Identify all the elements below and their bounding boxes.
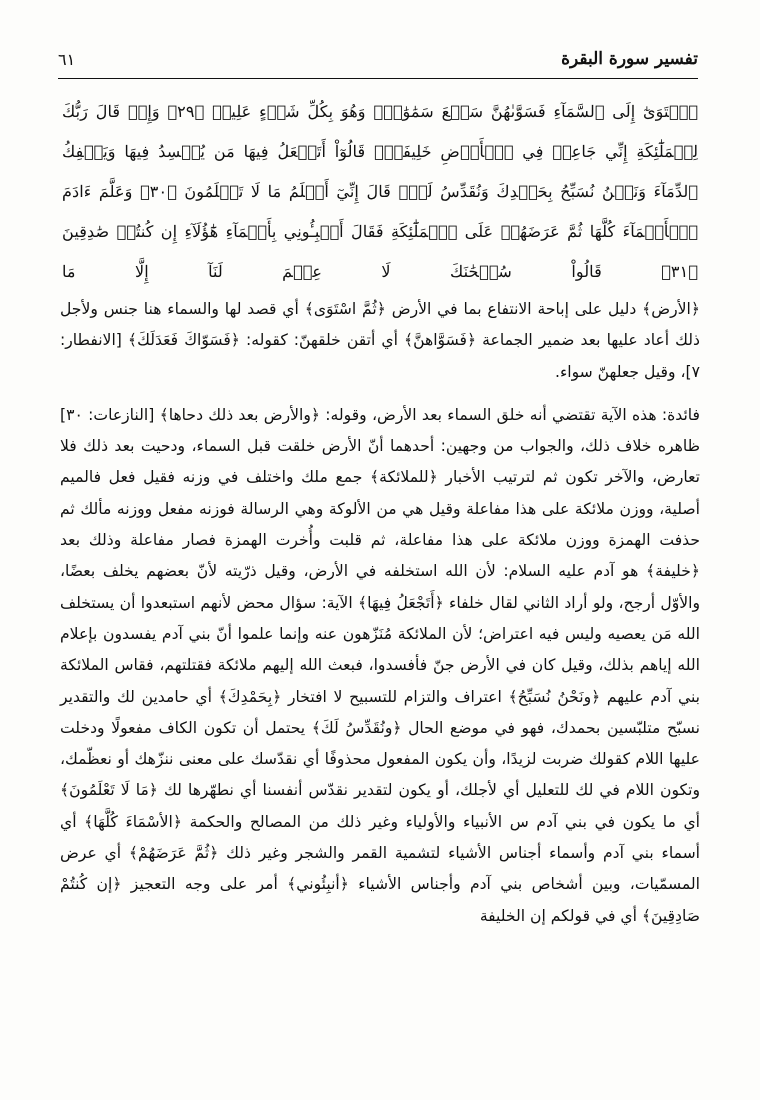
- commentary-body: [60, 294, 700, 1070]
- page-header: [58, 44, 698, 74]
- commentary-paragraph-2: فائدة: هذه الآية تقتضي أنه خلق السماء بعد الأرض، وقوله: ﴿والأرض بعد ذلك دحاها﴾ [النازعات: ٣٠] ظاهره خلاف ذلك، والجواب من وجهين: أحدهما أنّ الأرض خلقت قبل السماء، ودحيت بعد ذلك فلا تعارض، والآخر تكون ثم لترتيب الأخبار ﴿للملائكة﴾ جمع ملك واختلف في وزنه فقيل فعل فالميم أصلية، ووزن ملائكة على هذا مفاعلة وقيل هي من الألوكة وهي الرسالة فوزنه مفعل ووزنه مألك ثم حذفت الهمزة ووزن ملائكة على هذا مفاعلة، ثم قلبت وأُخرت الهمزة فصار مفاعلة وذلك بعد ﴿خليفة﴾ هو آدم عليه السلام: لأن الله استخلفه في الأرض، وقيل ذرّيته لأنّ بعضهم يخلف بعضًا، والأوّل أرجح، ولو أراد الثاني لقال خلفاء ﴿أَتَجْعَلُ فِيهَا﴾ الآية: سؤال محض لأنهم استبعدوا أن يستخلف الله مَن يعصيه وليس فيه اعتراض؛ لأن الملائكة مُنَزّهون عنه وإنما علموا أنّ بني آدم يفسدون بإعلام الله إياهم بذلك، وقيل كان في الأرض جنّ فأفسدوا، فبعث الله إليهم ملائكة فقتلتهم، فقاس الملائكة بني آدم عليهم ﴿ونَحْنُ نُسَبِّحُ﴾ اعتراف والتزام للتسبيح لا افتخار ﴿بِحَمْدِكَ﴾ أي حامدين لك والتقدير نسبّح متلبّسين بحمدك، فهو في موضع الحال ﴿ونُقَدِّسُ لَكَ﴾ يحتمل أن تكون الكاف مفعولًا ودخلت عليها اللام كقولك ضربت لزيدًا، وأن يكون المفعول محذوفًا أي نقدّسك على معنى ننزّهك أو نعظّمك، وتكون اللام في لك للتعليل أي لأجلك، أو يكون لتقدير نقدّس أنفسنا أي نطهّرها لك ﴿مَا لَا تَعْلَمُونَ﴾ أي ما يكون في بني آدم س الأنبياء والأولياء وغير ذلك من المصالح والحكمة ﴿الأسْمَاءَ كُلَّهَا﴾ أي أسماء بني آدم وأسماء أجناس الأشياء لتشمية القمر والشجر وغير ذلك ﴿ثُمَّ عَرَضَهُمْ﴾ أي عرض المسمّيات، وبين أشخاص بني آدم وأجناس الأشياء ﴿أنبِئُوني﴾ أمر على وجه التعجيز ﴿إن كُنتُمْ صَادِقِينَ﴾ أي في قولكم إن الخليفة: [60, 405, 700, 925]
- commentary-paragraph-1: ﴿الأرض﴾ دليل على إباحة الانتفاع بما في الأرض ﴿ثُمَّ اسْتَوَى﴾ أي قصد لها والسماء هنا جنس ولأجل ذلك أعاد عليها بعد ضمير الجماعة ﴿فَسَوَّاهنَّ﴾ أي أتقن خلقهنّ: كقوله: ﴿فَسَوّاكَ فَعَدَلَكَ﴾ [الانفطار: ٧]، وقيل جعلهنّ سواء.: [60, 300, 700, 381]
- page-number: ٦١: [58, 49, 76, 69]
- header-rule: [58, 78, 698, 79]
- running-title: تفسير سورة البقرة: [561, 49, 698, 69]
- quran-verse-block: ٱسۡتَوَىٰٓ إِلَى ٱلسَّمَآءِ فَسَوَّىٰهُنَّ سَبۡعَ سَمَٰوَٰتٖۚ وَهُوَ بِكُلِّ شَيۡءٍ عَلِيمٞ ﴿٢٩﴾ وَإِذۡ قَالَ رَبُّكَ لِلۡمَلَٰٓئِكَةِ إِنِّي جَاعِلٞ فِي ٱلۡأَرۡضِ خَلِيفَةٗۖ قَالُوٓاْ أَتَجۡعَلُ فِيهَا مَن يُفۡسِدُ فِيهَا وَيَسۡفِكُ ٱلدِّمَآءَ وَنَحۡنُ نُسَبِّحُ بِحَمۡدِكَ وَنُقَدِّسُ لَكَۖ قَالَ إِنِّيٓ أَعۡلَمُ مَا لَا تَعۡلَمُونَ ﴿٣٠﴾ وَعَلَّمَ ءَادَمَ ٱلۡأَسۡمَآءَ كُلَّهَا ثُمَّ عَرَضَهُمۡ عَلَى ٱلۡمَلَٰٓئِكَةِ فَقَالَ أَنۢبِـُٔونِي بِأَسۡمَآءِ هَٰٓؤُلَآءِ إِن كُنتُمۡ صَٰدِقِينَ ﴿٣١﴾ قَالُواْ سُبۡحَٰنَكَ لَا عِلۡمَ لَنَآ إِلَّا مَا: [62, 102, 699, 281]
